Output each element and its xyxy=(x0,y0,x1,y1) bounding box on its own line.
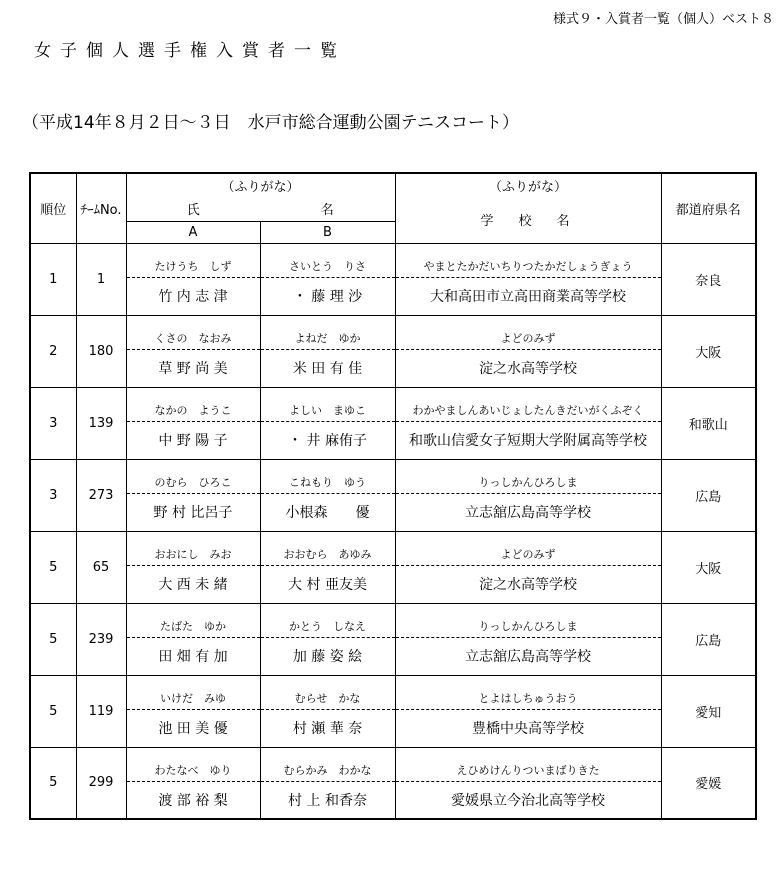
team-no-cell: 273 xyxy=(76,459,126,531)
school-name: 淀之水高等学校 xyxy=(479,577,578,593)
player-b-furigana: よしい まゆこ xyxy=(261,388,395,422)
prefecture-cell: 愛知 xyxy=(661,675,756,747)
table-row xyxy=(30,459,756,531)
rank-cell: 5 xyxy=(30,603,76,675)
player-a-furigana: のむら ひろこ xyxy=(127,460,260,494)
col-pref-header: 都道府県名 xyxy=(661,173,756,243)
col-name-b-header: 名 xyxy=(260,197,395,221)
player-b-name: 大 村 亜友美 xyxy=(288,577,367,593)
table-row xyxy=(30,387,756,459)
player-a-name: 野 村 比呂子 xyxy=(153,505,233,521)
rank-cell: 1 xyxy=(30,243,76,315)
player-b-furigana: こねもり ゆう xyxy=(261,460,395,494)
team-no-cell: 65 xyxy=(76,531,126,603)
page-title: 女子個人選手権入賞者一覧 xyxy=(34,41,346,61)
player-a-name: 中 野 陽 子 xyxy=(158,433,228,449)
table-row xyxy=(30,315,756,387)
player-a-cell xyxy=(126,603,260,675)
col-sub-b-header: B xyxy=(260,221,395,243)
school-name: 立志舘広島高等学校 xyxy=(465,505,592,521)
rank-cell: 5 xyxy=(30,675,76,747)
player-b-cell xyxy=(260,603,395,675)
player-a-name: 大 西 未 緒 xyxy=(158,577,228,593)
player-a-cell xyxy=(126,747,260,819)
col-team-header: ﾁｰﾑNo. xyxy=(76,173,126,243)
player-a-furigana: なかの ようこ xyxy=(127,388,260,422)
page-subtitle: （平成14年８月２日～３日 水戸市総合運動公園テニスコート） xyxy=(22,113,519,133)
rank-cell: 5 xyxy=(30,531,76,603)
school-cell xyxy=(395,603,661,675)
prefecture-cell: 和歌山 xyxy=(661,387,756,459)
player-b-cell xyxy=(260,315,395,387)
results-table xyxy=(29,172,757,820)
prefecture-cell: 大阪 xyxy=(661,315,756,387)
school-cell xyxy=(395,531,661,603)
player-b-furigana: よねだ ゆか xyxy=(261,316,395,350)
school-cell xyxy=(395,459,661,531)
team-no-cell: 299 xyxy=(76,747,126,819)
school-furigana-label: （ふりがな） xyxy=(395,173,661,197)
school-furigana: えひめけんりついまばりきた xyxy=(396,748,661,782)
player-b-furigana: かとう しなえ xyxy=(261,604,395,638)
player-a-name: 田 畑 有 加 xyxy=(158,649,228,665)
rank-cell: 3 xyxy=(30,459,76,531)
player-a-cell xyxy=(126,387,260,459)
player-a-furigana: おおにし みお xyxy=(127,532,260,566)
team-no-cell: 180 xyxy=(76,315,126,387)
school-furigana: よどのみず xyxy=(396,532,661,566)
player-a-name: 池 田 美 優 xyxy=(158,721,228,737)
player-b-furigana: むらせ かな xyxy=(261,676,395,710)
team-no-cell: 119 xyxy=(76,675,126,747)
player-b-name: 米 田 有 佳 xyxy=(292,361,363,377)
player-a-cell xyxy=(126,531,260,603)
school-name: 大和高田市立高田商業高等学校 xyxy=(430,289,627,305)
school-name: 和歌山信愛女子短期大学附属高等学校 xyxy=(409,433,648,449)
school-cell xyxy=(395,315,661,387)
school-furigana: よどのみず xyxy=(396,316,661,350)
col-sub-a-header: A xyxy=(126,221,260,243)
team-no-cell: 239 xyxy=(76,603,126,675)
school-name: 豊橋中央高等学校 xyxy=(472,721,585,737)
player-a-cell xyxy=(126,243,260,315)
rank-cell: 2 xyxy=(30,315,76,387)
rank-cell: 3 xyxy=(30,387,76,459)
prefecture-cell: 奈良 xyxy=(661,243,756,315)
table-row xyxy=(30,675,756,747)
player-b-cell xyxy=(260,243,395,315)
player-b-name: 村 上 和香奈 xyxy=(288,792,367,809)
prefecture-cell: 愛媛 xyxy=(661,747,756,819)
table-row xyxy=(30,747,756,819)
school-cell xyxy=(395,747,661,819)
player-a-name: 草 野 尚 美 xyxy=(158,361,228,377)
results-body xyxy=(30,243,756,819)
school-cell xyxy=(395,243,661,315)
player-b-name: 村 瀬 華 奈 xyxy=(292,721,363,737)
player-b-name: 加 藤 姿 絵 xyxy=(292,649,363,665)
player-b-furigana: さいとう りさ xyxy=(261,244,395,278)
table-row xyxy=(30,531,756,603)
form-id: 様式９・入賞者一覧（個人）ベスト８ xyxy=(552,12,774,27)
school-name: 淀之水高等学校 xyxy=(479,361,578,377)
team-no-cell: 139 xyxy=(76,387,126,459)
prefecture-cell: 広島 xyxy=(661,459,756,531)
school-furigana: りっしかんひろしま xyxy=(396,604,661,638)
player-b-cell xyxy=(260,747,395,819)
school-cell xyxy=(395,387,661,459)
col-school-header: 学 校 名 xyxy=(395,197,661,243)
player-b-name: ・ 藤 理 沙 xyxy=(292,289,363,305)
player-a-furigana: いけだ みゆ xyxy=(127,676,260,710)
school-furigana: わかやましんあいじょしたんきだいがくふぞく xyxy=(396,388,661,422)
table-row xyxy=(30,603,756,675)
team-no-cell: 1 xyxy=(76,243,126,315)
school-name: 立志舘広島高等学校 xyxy=(465,649,592,665)
col-rank-header: 順位 xyxy=(30,173,76,243)
player-a-furigana: わたなべ ゆり xyxy=(127,748,260,782)
player-a-furigana: たけうち しず xyxy=(127,244,260,278)
prefecture-cell: 大阪 xyxy=(661,531,756,603)
player-b-name: ・ 井 麻侑子 xyxy=(288,433,367,449)
player-b-cell xyxy=(260,675,395,747)
player-a-cell xyxy=(126,459,260,531)
name-furigana-label: （ふりがな） xyxy=(126,173,395,197)
player-b-name: 小根森 優 xyxy=(285,505,370,521)
school-cell xyxy=(395,675,661,747)
rank-cell: 5 xyxy=(30,747,76,819)
player-b-furigana: おおむら あゆみ xyxy=(261,532,395,566)
school-furigana: やまとたかだいちりつたかだしょうぎょう xyxy=(396,244,661,278)
prefecture-cell: 広島 xyxy=(661,603,756,675)
player-a-furigana: くさの なおみ xyxy=(127,316,260,350)
player-b-furigana: むらかみ わかな xyxy=(261,748,395,782)
player-b-cell xyxy=(260,459,395,531)
school-furigana: とよはしちゅうおう xyxy=(396,676,661,710)
school-name: 愛媛県立今治北高等学校 xyxy=(451,792,606,809)
player-b-cell xyxy=(260,531,395,603)
school-furigana: りっしかんひろしま xyxy=(396,460,661,494)
player-b-cell xyxy=(260,387,395,459)
player-a-name: 竹 内 志 津 xyxy=(158,289,228,305)
table-row xyxy=(30,243,756,315)
player-a-furigana: たばた ゆか xyxy=(127,604,260,638)
player-a-name: 渡 部 裕 梨 xyxy=(158,792,228,809)
col-name-a-header: 氏 xyxy=(126,197,260,221)
player-a-cell xyxy=(126,675,260,747)
player-a-cell xyxy=(126,315,260,387)
